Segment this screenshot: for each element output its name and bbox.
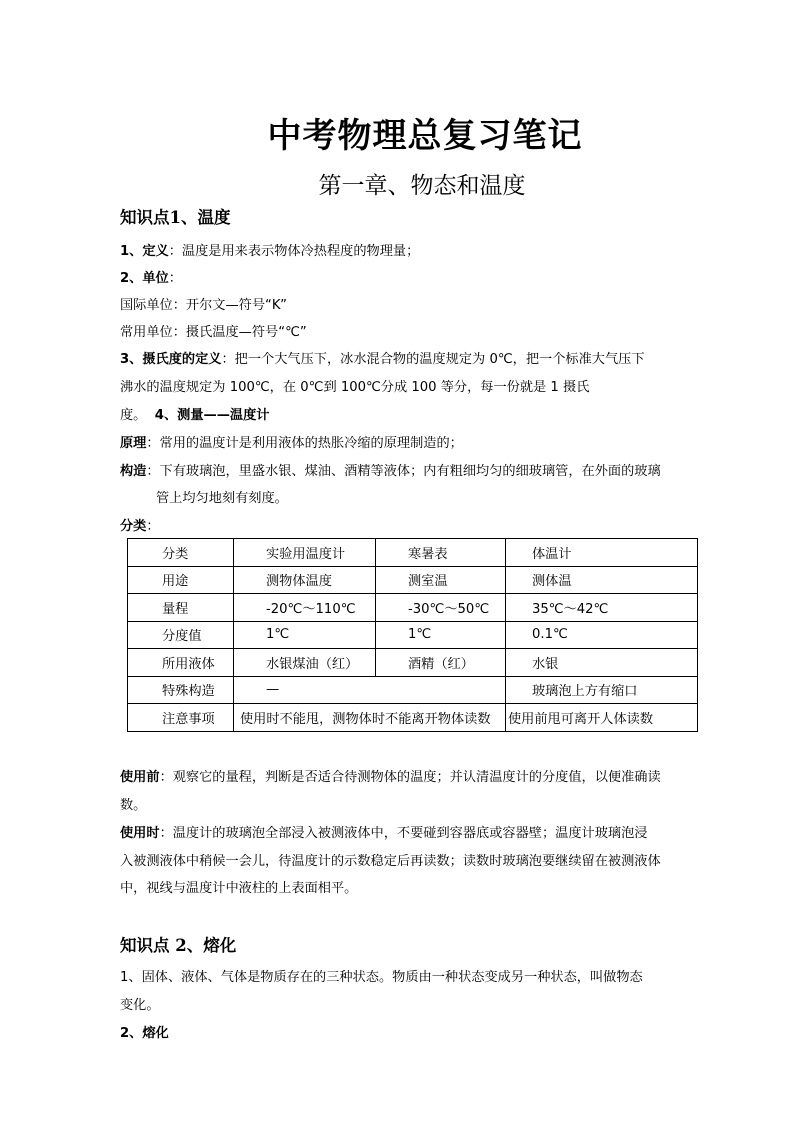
states-line-1: 1、固体、液体、气体是物质存在的三种状态。物质由一种状态变成另一种状态，叫做物态	[120, 970, 643, 985]
unit-label: 2、单位	[120, 271, 169, 286]
table-header-cell: 寒暑表	[376, 539, 506, 567]
during-use-label: 使用时	[120, 826, 160, 841]
before-use-line-2: 数。	[120, 798, 147, 813]
states-line-2: 变化。	[120, 998, 160, 1013]
table-cell: 水银煤油（红）	[234, 649, 376, 677]
table-cell: 分度值	[128, 621, 234, 649]
common-unit-line: 常用单位：摄氏温度—符号“℃”	[120, 325, 307, 340]
celsius-definition-line-2: 沸水的温度规定为 100℃，在 0℃到 100℃分成 100 等分，每一份就是 1 摄氏	[120, 380, 590, 395]
principle-text: ：常用的温度计是利用液体的热胀冷缩的原理制造的；	[146, 436, 463, 451]
table-header-cell: 实验用温度计	[234, 539, 376, 567]
classification-colon: ：	[146, 519, 160, 534]
table-cell: 35℃～42℃	[506, 594, 698, 622]
table-cell: 测物体温度	[234, 566, 376, 594]
table-header-row	[128, 539, 698, 567]
during-use-text-1: ：温度计的玻璃泡全部浸入被测液体中，不要碰到容器底或容器壁；温度计玻璃泡浸	[159, 826, 648, 841]
definition-label: 1、定义	[120, 244, 169, 259]
table-cell: 量程	[128, 594, 234, 622]
table-cell: 测体温	[506, 566, 698, 594]
principle-line	[120, 432, 463, 451]
table-cell: 使用时不能甩，测物体时不能离开物体读数	[234, 704, 506, 732]
structure-label: 构造	[120, 464, 147, 479]
before-use-line-1	[120, 766, 661, 785]
celsius-definition-line-3	[120, 404, 269, 423]
structure-text-1: ：下有玻璃泡，里盛水银、煤油、酒精等液体；内有粗细均匀的细玻璃管，在外面的玻璃	[146, 464, 661, 479]
table-cell: 酒精（红）	[376, 649, 506, 677]
table-cell: 用途	[128, 566, 234, 594]
table-cell: 所用液体	[128, 649, 234, 677]
table-row	[128, 594, 698, 622]
table-cell: 1℃	[376, 621, 506, 649]
before-use-text-1: ：观察它的量程，判断是否适合待测物体的温度；并认清温度计的分度值，以便准确读	[159, 770, 661, 785]
table-header-cell: 体温计	[506, 539, 698, 567]
celsius-definition-line-1	[120, 348, 645, 367]
section-heading-temperature: 知识点1、温度	[120, 208, 231, 227]
during-use-line-1	[120, 822, 648, 841]
structure-line-1	[120, 460, 661, 479]
chapter-title: 第一章、物态和温度	[318, 173, 526, 199]
table-row	[128, 649, 698, 677]
table-cell: -20℃～110℃	[234, 594, 376, 622]
during-use-line-2: 入被测液体中稍候一会儿，待温度计的示数稳定后再读数；读数时玻璃泡要继续留在被测液体	[120, 854, 661, 869]
table-cell: 玻璃泡上方有缩口	[506, 676, 698, 704]
table-cell: 0.1℃	[506, 621, 698, 649]
unit-line	[120, 267, 182, 286]
thermometer-table	[127, 538, 698, 732]
table-cell: 水银	[506, 649, 698, 677]
table-cell: -30℃～50℃	[376, 594, 506, 622]
principle-label: 原理	[120, 436, 147, 451]
celsius-label: 3、摄氏度的定义	[120, 352, 222, 367]
table-cell: 注意事项	[128, 704, 234, 732]
celsius-text-1: ：把一个大气压下，冰水混合物的温度规定为 0℃，把一个标准大气压下	[221, 352, 645, 367]
melting-label: 2、熔化	[120, 1026, 169, 1041]
section-heading-melting: 知识点 2、熔化	[120, 936, 237, 955]
before-use-label: 使用前	[120, 770, 160, 785]
classification-line	[120, 515, 160, 534]
during-use-line-3: 中，视线与温度计中液柱的上表面相平。	[120, 881, 358, 896]
measure-label: 4、测量——温度计	[154, 408, 270, 423]
table-cell: —	[234, 676, 506, 704]
table-cell: 使用前甩可离开人体读数	[506, 704, 698, 732]
page-title: 中考物理总复习笔记	[267, 116, 583, 156]
table-row	[128, 566, 698, 594]
table-header-cell: 分类	[128, 539, 234, 567]
definition-text: ：温度是用来表示物体冷热程度的物理量；	[168, 244, 420, 259]
table-cell: 测室温	[376, 566, 506, 594]
classification-label: 分类	[120, 519, 147, 534]
table-cell: 特殊构造	[128, 676, 234, 704]
celsius-text-3: 度。	[120, 408, 147, 423]
table-row	[128, 621, 698, 649]
structure-line-2: 管上均匀地刻有刻度。	[156, 491, 288, 506]
table-row	[128, 704, 698, 732]
table-cell: 1℃	[234, 621, 376, 649]
table-row	[128, 676, 698, 704]
definition-line	[120, 240, 419, 259]
unit-colon: ：	[168, 271, 182, 286]
intl-unit-line: 国际单位：开尔文—符号“K”	[120, 298, 287, 313]
